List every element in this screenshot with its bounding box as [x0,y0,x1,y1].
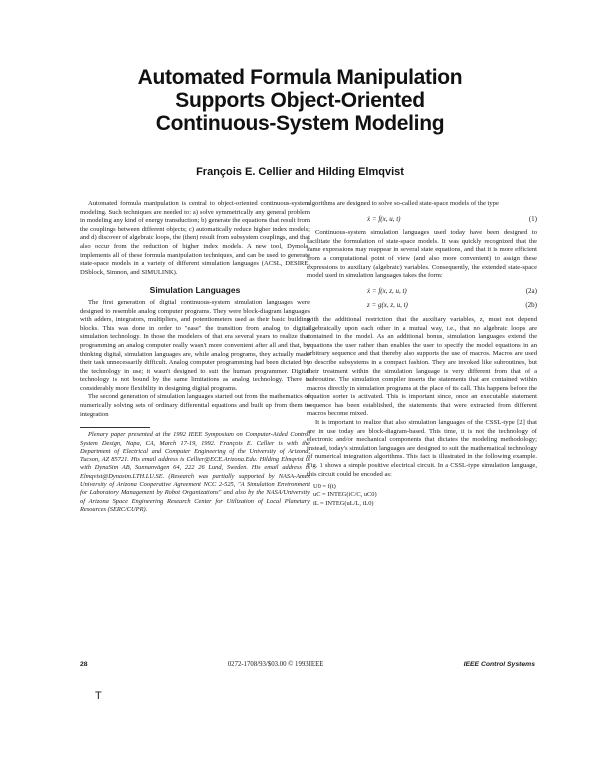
body-paragraph-2: The second generation of simulation languages started out from the mathematics of numerically solving sets of ordinary differential equations and built up from them to integration [80,393,310,418]
code-listing: U0 = f(t) uC = INTEG(iC/C, uC0) iL = INTEG(uL/L, iL0) [313,483,377,507]
equation-2b-expr: z = g(x, z, u, t) [367,301,408,310]
issn-code: 0272-1708/93/$03.00 © 1993IEEE [227,661,324,668]
intro-paragraph: algorithms are designed to solve so-called state-space models of the type [307,200,499,207]
body-paragraph-5: It is important to realize that also simulation languages of the CSSL-type [2] that are in use today are block-diagram-based. This time, it is not the technology of electronic and/or mechanical components that dictates the modeling methodology; instead, today's simulation languages are designed to suit the mathematical technology of numerical integration algorithms. This fact is illustrated in the following example. Fig. 1 shows a simple positive electrical circuit. In a CSSL-type simulation language, this circuit could be encoded as: [307,419,537,478]
paper-title [0,66,600,135]
footnote: Plenary paper presented at the 1992 IEEE Symposium on Computer-Aided Control System Design, Napa, CA, March 17-19, 1992. François E. Cellier is with the Department of Electrical and Computer Engineering of the University of Arizona, Tucson, AZ 85721. His email address is Cellier@ECE.Arizona.Edu. Hilding Elmqvist is with DynaSim AB, Sunnanvägen 64, 222 26 Lund, Sweden. His email address is Elmqvist@Dynasim.LTH.LU.SE. (Research was partially supported by NASA-Ames University of Arizona Cooperative Agreement NCC 2-525, "A Simulation Environment for Laboratory Management by Robot Organizations" and also by the NASA/University of Arizona Space Engineering Research Center for Utilization of Local Planetary Resources (SERC/CUPR). [80,431,310,513]
title-line-3: Continuous-System Modeling [155,112,445,135]
bottom-mark: T [95,690,102,702]
body-paragraph-4: with the additional restriction that the auxiliary variables, z, must not depend algebraically upon each other in a mutual way, i.e., that no algebraic loops are contained in the model. As an additional bonus, simulation languages extend the equations the user rather than enables the user to specify the model equations in an arbitrary sequence and that thereby also supports the use of macros. Macros are used to describe subsystems in a compact fashion. They are invoked like subroutines, but their treatment within the simulation language is very different from that of a subroutine. The simulation compiler inserts the statements that are contained within macros directly in simulation programs at the place of its call. This happens before the equation sorter is activated. This is important since, once an executable statement sequence has been established, the statements that were extracted from different macros become mixed. [307,315,537,418]
right-column [307,200,537,508]
body-paragraph-3: Continuous-system simulation languages used today have been designed to facilitate the formulation of state-space models. It was quickly recognized that the same expressions may reappear in several state equations, and that it is more efficient from a computational point of view (and also more convenient) to assign these expressions to auxiliary (algebraic) variables. Consequently, the extended state-space model used in simulation languages takes the form: [307,229,537,280]
page-footer [80,661,535,668]
equation-2b-number: (2b) [525,301,537,310]
equation-2b [307,301,537,310]
equation-2a-number: (2a) [525,286,537,295]
equation-1-expr: ẋ = f(x, u, t) [367,214,401,223]
equation-1 [307,215,537,224]
journal-name: IEEE Control Systems [463,661,535,668]
abstract-paragraph: Automated formula manipulation is central to object-oriented continuous-system modeling. Such techniques are needed to: a) solve symmetrically any general problem in modeling any kind of energy transduction; b) generate the equations that result from the couplings between different objects; c) automatically reduce higher index models; and d) discover of algebraic loops, the (then) result from subsystem couplings, and that also occur from the reduction of higher index models. A new tool, Dymola, implements all of these formula manipulation techniques, and can be used to generate state-space models in a variety of different simulation languages (ACSL, DESIRE, DSblock, Simnon, and SIMULINK). [80,200,310,276]
equation-1-number: (1) [528,214,537,223]
title-line-2: Supports Object-Oriented [175,89,425,112]
page-number: 28 [80,661,88,668]
equation-2a-expr: ẋ = f(x, z, u, t) [367,286,407,295]
title-line-1: Automated Formula Manipulation [137,66,463,89]
body-paragraph-1: The first generation of digital continuous-system simulation languages were designed to resemble analog computer programs. They were block-diagram languages with adders, integrators, multipliers, and potentiometers used as their basic building blocks. This was done in order to "ease" the transition from analog to digital simulation technology. In those the modelers of that era several years to realize that programming an analog computer really wasn't more convenient after all and that, by thinking digital, simulation languages are, while analog programs, they actually made their task unnecessarily difficult. Analog computer programming had been dictated by the technology in use; it wasn't designed to suit the human programmer. Digital technology is not bound by the same limitations as analog technology. There is considerably more flexibility in designing digital programs. [80,298,310,392]
footnote-divider [80,427,150,428]
author-line: François E. Cellier and Hilding Elmqvist [196,166,404,178]
equation-2a [307,287,537,296]
left-column [80,200,310,514]
section-heading: Simulation Languages [149,285,241,296]
